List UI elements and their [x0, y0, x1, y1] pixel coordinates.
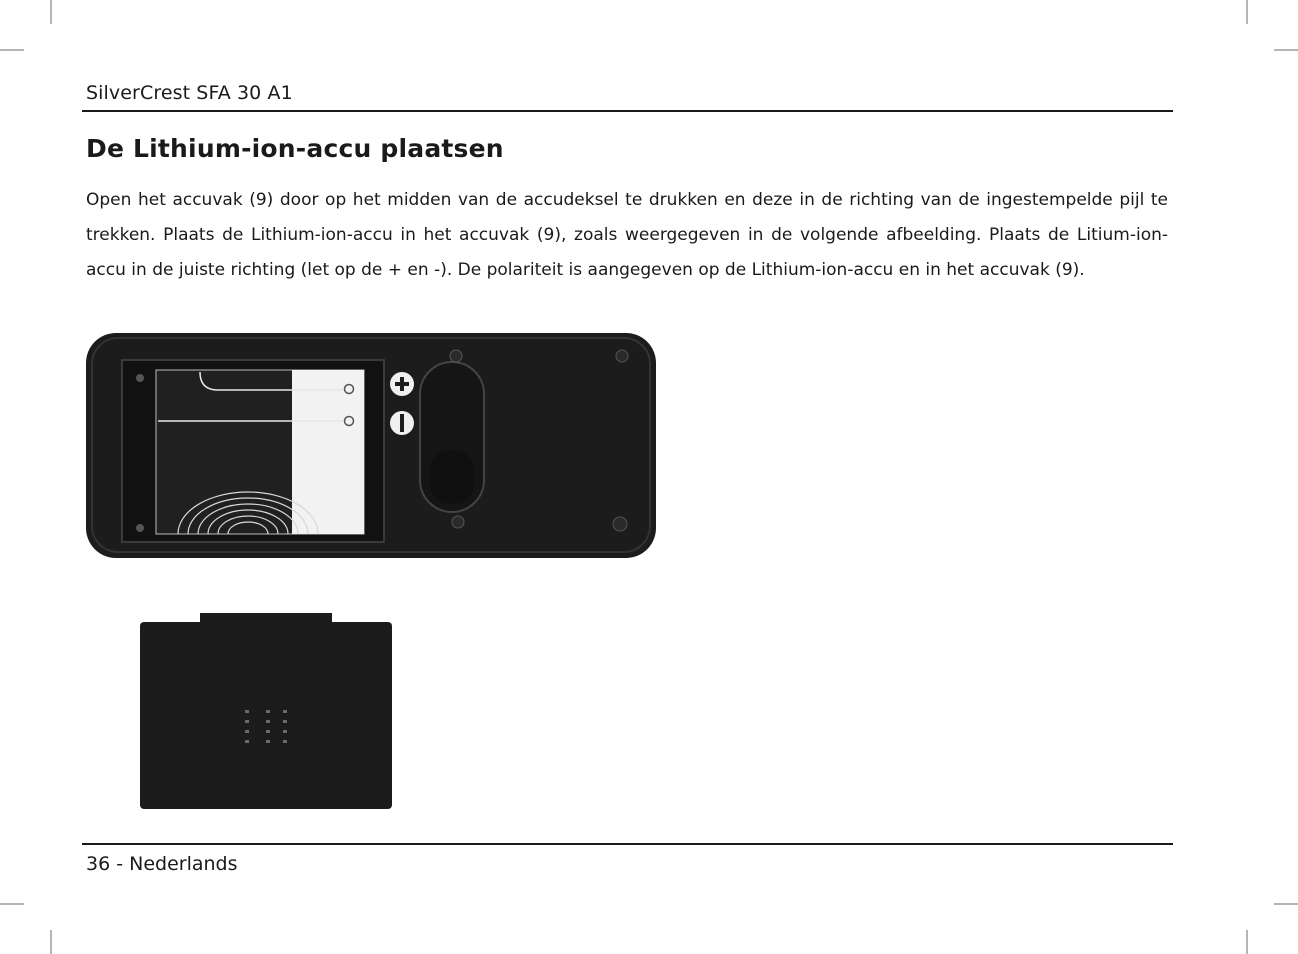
- instruction-paragraph: Open het accuvak (9) door op het midden van de accudeksel te drukken en deze in de richting van de ingestempelde pijl te trekken. Plaats de Lithium-ion-accu in het accuvak (9), zoals weergegeven in de volgende afbeelding. Plaats de Litium-ion-accu in de juiste richting (let op de + en -). De polariteit is aangegeven op de Lithium-ion-accu en in het accuvak (9).: [86, 190, 1168, 280]
- battery-cover: [140, 613, 392, 809]
- page-footer: 36 - Nederlands: [86, 853, 238, 875]
- plus-polarity-icon: [390, 372, 414, 396]
- lithium-ion-battery: [156, 370, 364, 534]
- section-title: De Lithium-ion-accu plaatsen: [86, 134, 504, 163]
- footer-rule: [82, 843, 1173, 845]
- minus-polarity-icon: [390, 411, 414, 435]
- running-header: SilverCrest SFA 30 A1: [86, 82, 293, 104]
- device-back: [86, 333, 656, 558]
